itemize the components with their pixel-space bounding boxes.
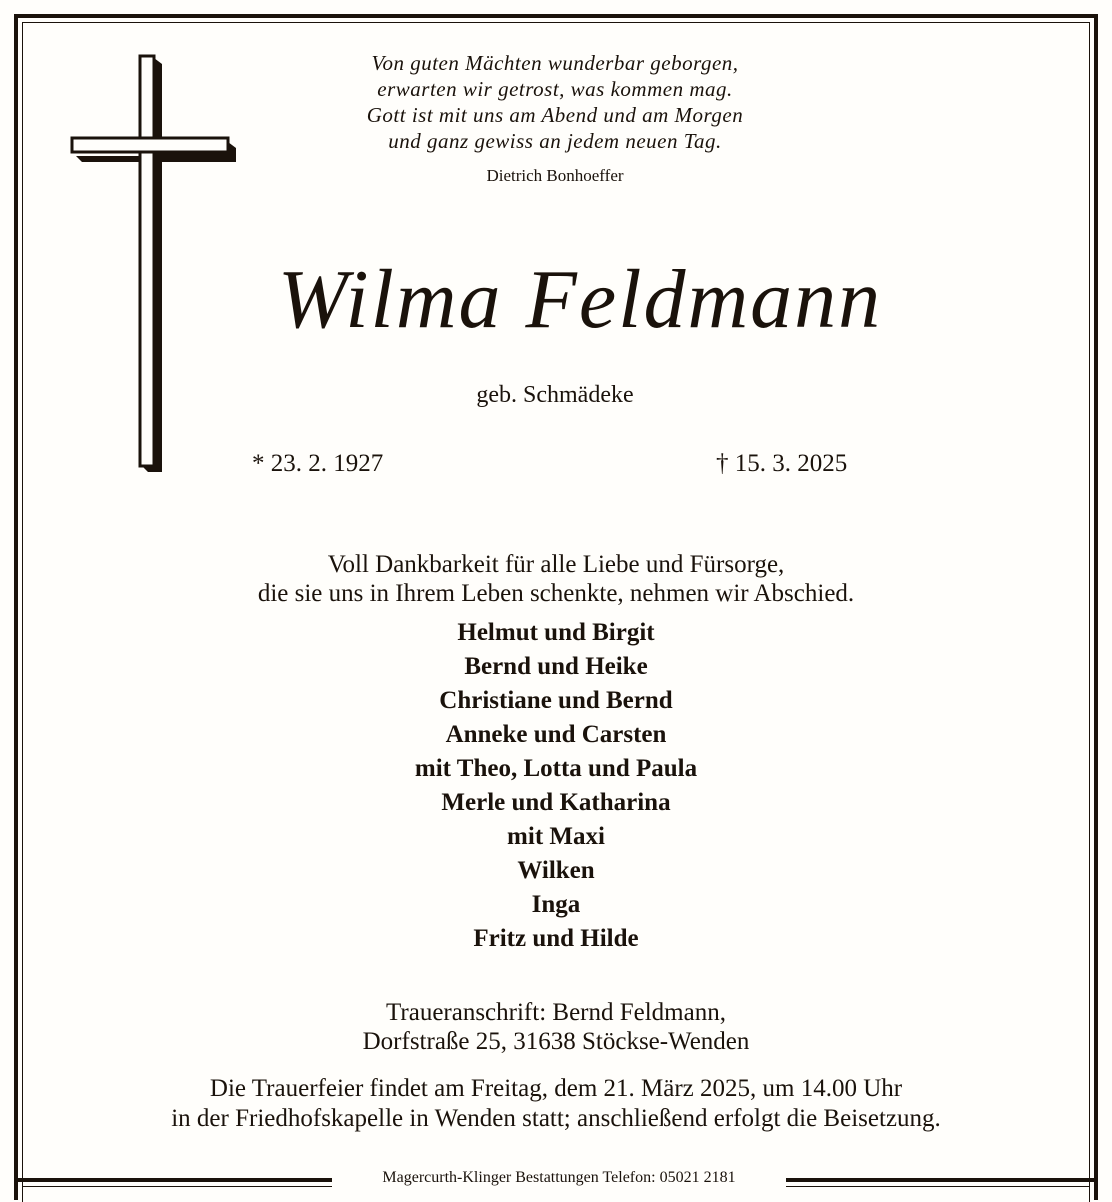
address-line: Traueranschrift: Bernd Feldmann, <box>386 999 726 1026</box>
family-member: Anneke und Carsten <box>445 721 667 748</box>
family-member: Fritz und Hilde <box>473 925 639 952</box>
ceremony-line: in der Friedhofskapelle in Wenden statt; anschließend erfolgt die Beisetzung. <box>171 1105 941 1132</box>
bottom-border-left <box>14 1178 332 1182</box>
mourning-address <box>0 998 1112 1056</box>
family-member: Helmut und Birgit <box>457 619 655 646</box>
funeral-home-footer: Magercurth-Klinger Bestattungen Telefon: 05021 2181 <box>382 1169 736 1186</box>
family-member: Wilken <box>517 857 595 884</box>
birth-date: * 23. 2. 1927 <box>252 450 384 477</box>
thanks-text <box>0 550 1112 608</box>
poem <box>120 50 990 154</box>
family-member: Christiane und Bernd <box>439 687 673 714</box>
thanks-line: die sie uns in Ihrem Leben schenkte, nehmen wir Abschied. <box>257 580 855 607</box>
bottom-border-right-thin <box>786 1186 1090 1187</box>
poem-line: Von guten Mächten wunderbar geborgen, <box>371 51 739 75</box>
family-member: Inga <box>531 891 581 918</box>
thanks-line: Voll Dankbarkeit für alle Liebe und Fürsorge, <box>327 551 785 578</box>
family-member: mit Theo, Lotta und Paula <box>414 755 698 782</box>
bottom-border-right <box>786 1178 1098 1182</box>
address-line: Dorfstraße 25, 31638 Stöckse-Wenden <box>362 1028 750 1055</box>
family-list <box>0 616 1112 956</box>
family-member: mit Maxi <box>507 823 605 850</box>
death-date: † 15. 3. 2025 <box>716 450 848 477</box>
deceased-name: Wilma Feldmann <box>277 253 883 346</box>
family-member: Merle und Katharina <box>441 789 671 816</box>
ceremony-line: Die Trauerfeier findet am Freitag, dem 21. März 2025, um 14.00 Uhr <box>209 1075 903 1102</box>
poem-author: Dietrich Bonhoeffer <box>486 166 624 185</box>
bottom-border-left-thin <box>22 1186 332 1187</box>
family-member: Bernd und Heike <box>464 653 648 680</box>
birth-name: geb. Schmädeke <box>476 382 634 408</box>
ceremony-info <box>0 1074 1112 1134</box>
poem-line: erwarten wir getrost, was kommen mag. <box>377 77 733 101</box>
poem-line: Gott ist mit uns am Abend und am Morgen <box>366 103 744 127</box>
poem-line: und ganz gewiss an jedem neuen Tag. <box>388 129 722 153</box>
